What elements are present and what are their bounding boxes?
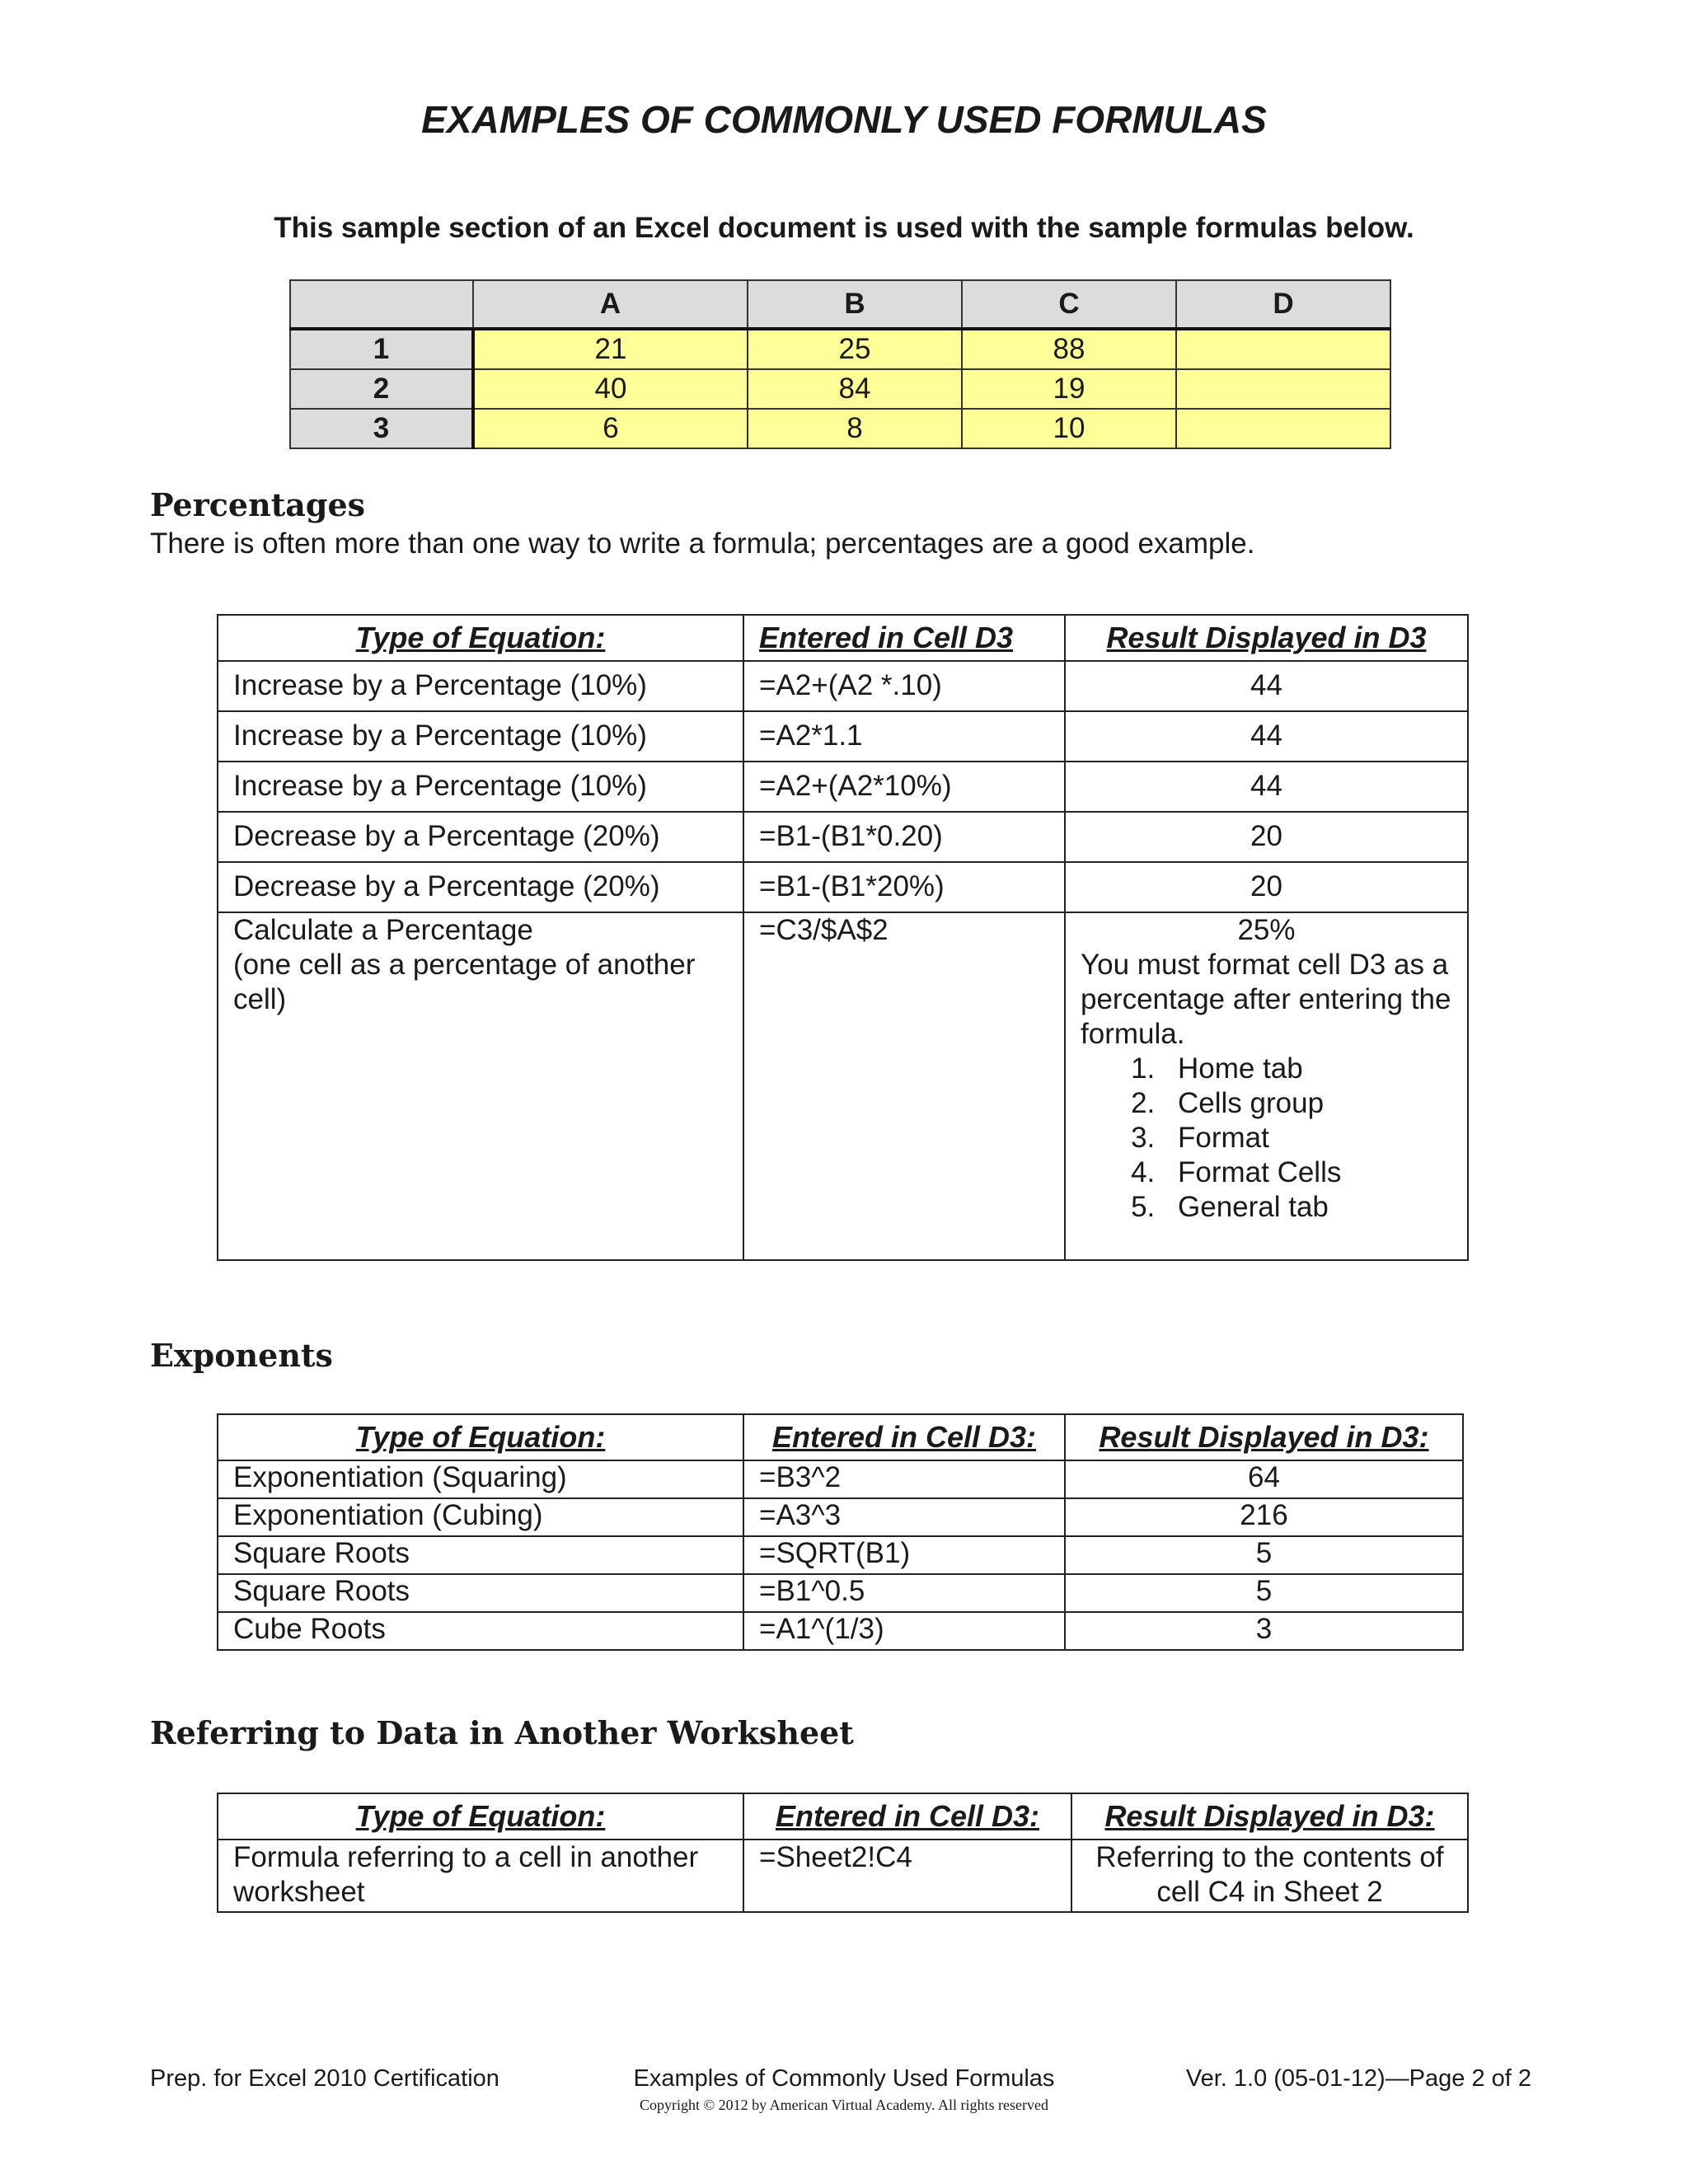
col-header-type: Type of Equation: [218, 1414, 743, 1460]
col-header-formula: Entered in Cell D3: [743, 1793, 1071, 1840]
table-row [218, 711, 1468, 762]
list-item: 4. Format Cells [1163, 1155, 1452, 1190]
equation-type: Exponentiation (Squaring) [218, 1460, 743, 1498]
sheet-row-header: 1 [290, 329, 473, 369]
table-row [218, 862, 1468, 912]
sheet-cell: 25 [748, 329, 962, 369]
sheet-cell [1176, 409, 1390, 448]
result-cell: 20 [1065, 862, 1468, 912]
formula-cell: =B3^2 [743, 1460, 1065, 1498]
section-heading-percentages: Percentages [150, 486, 366, 523]
result-cell: Referring to the contents of cell C4 in Sheet 2 [1071, 1840, 1468, 1912]
formula-cell: =Sheet2!C4 [743, 1840, 1071, 1912]
table-header-row [218, 615, 1468, 661]
sheet-corner-cell [290, 280, 473, 329]
result-cell: 5 [1065, 1574, 1463, 1612]
result-value: 25% [1237, 914, 1296, 946]
sample-sheet-table [289, 279, 1391, 449]
table-row [218, 1536, 1463, 1574]
page-title: EXAMPLES OF COMMONLY USED FORMULAS [421, 98, 1267, 141]
result-cell: 5 [1065, 1536, 1463, 1574]
result-cell: 44 [1065, 661, 1468, 711]
sheet-row-header: 3 [290, 409, 473, 448]
col-header-type: Type of Equation: [218, 615, 743, 661]
result-cell: 44 [1065, 762, 1468, 812]
table-row [218, 812, 1468, 862]
result-cell: 216 [1065, 1498, 1463, 1536]
exponents-table [217, 1413, 1464, 1651]
col-header-formula: Entered in Cell D3: [743, 1414, 1065, 1460]
col-header-result: Result Displayed in D3: [1065, 1414, 1463, 1460]
sheet-row [290, 409, 1390, 448]
equation-type: Decrease by a Percentage (20%) [218, 812, 743, 862]
equation-type: Increase by a Percentage (10%) [218, 762, 743, 812]
result-note: You must format cell D3 as a percentage after entering the formula. [1081, 949, 1451, 1050]
col-header-result: Result Displayed in D3 [1065, 615, 1468, 661]
footer-left: Prep. for Excel 2010 Certification [150, 2065, 499, 2092]
list-item: 3. Format [1163, 1121, 1452, 1155]
table-row [218, 1498, 1463, 1536]
formula-cell: =A1^(1/3) [743, 1612, 1065, 1650]
equation-type: Increase by a Percentage (10%) [218, 711, 743, 762]
formula-cell: =B1-(B1*0.20) [743, 812, 1065, 862]
percentages-table [217, 614, 1469, 1261]
format-steps-list [1081, 1052, 1452, 1225]
sheet-cell [1176, 329, 1390, 369]
sheet-col-header: B [748, 280, 962, 329]
result-cell: 64 [1065, 1460, 1463, 1498]
footer-center: Examples of Commonly Used Formulas [633, 2065, 1055, 2092]
result-cell [1065, 912, 1468, 1260]
equation-type: Exponentiation (Cubing) [218, 1498, 743, 1536]
sheet-cell: 21 [473, 329, 748, 369]
formula-cell: =A2+(A2 *.10) [743, 661, 1065, 711]
equation-type: Square Roots [218, 1574, 743, 1612]
equation-type-line: Calculate a Percentage [233, 914, 533, 946]
section-heading-worksheet: Referring to Data in Another Worksheet [150, 1714, 854, 1751]
table-row [218, 762, 1468, 812]
sheet-cell: 84 [748, 369, 962, 409]
col-header-result: Result Displayed in D3: [1071, 1793, 1468, 1840]
table-row [218, 1840, 1468, 1912]
sheet-row-header: 2 [290, 369, 473, 409]
table-header-row [218, 1793, 1468, 1840]
sheet-header-row [290, 280, 1390, 329]
sheet-col-header: A [473, 280, 748, 329]
equation-type: Square Roots [218, 1536, 743, 1574]
list-item: 2. Cells group [1163, 1086, 1452, 1121]
sheet-col-header: C [962, 280, 1176, 329]
formula-cell: =SQRT(B1) [743, 1536, 1065, 1574]
sheet-cell: 19 [962, 369, 1176, 409]
formula-cell: =B1^0.5 [743, 1574, 1065, 1612]
section-heading-exponents: Exponents [150, 1337, 333, 1374]
table-row [218, 1612, 1463, 1650]
worksheet-table [217, 1793, 1469, 1913]
intro-text: This sample section of an Excel document is used with the sample formulas below. [274, 212, 1414, 244]
sheet-col-header: D [1176, 280, 1390, 329]
list-item: 5. General tab [1163, 1190, 1452, 1225]
sheet-row [290, 329, 1390, 369]
formula-cell: =C3/$A$2 [743, 912, 1065, 1260]
col-header-formula: Entered in Cell D3 [743, 615, 1065, 661]
table-row [218, 1574, 1463, 1612]
table-header-row [218, 1414, 1463, 1460]
col-header-type: Type of Equation: [218, 1793, 743, 1840]
sheet-cell: 40 [473, 369, 748, 409]
formula-cell: =A3^3 [743, 1498, 1065, 1536]
formula-cell: =B1-(B1*20%) [743, 862, 1065, 912]
result-cell: 3 [1065, 1612, 1463, 1650]
equation-type: Increase by a Percentage (10%) [218, 661, 743, 711]
sheet-cell [1176, 369, 1390, 409]
equation-type-note: (one cell as a percentage of another cell) [233, 949, 696, 1015]
table-row [218, 661, 1468, 711]
sheet-row [290, 369, 1390, 409]
formula-cell: =A2*1.1 [743, 711, 1065, 762]
sheet-cell: 88 [962, 329, 1176, 369]
table-row [218, 912, 1468, 1260]
equation-type [218, 912, 743, 1260]
footer-right: Ver. 1.0 (05-01-12)—Page 2 of 2 [1185, 2065, 1531, 2092]
table-row [218, 1460, 1463, 1498]
result-cell: 20 [1065, 812, 1468, 862]
copyright-notice: Copyright © 2012 by American Virtual Academy. All rights reserved [639, 2097, 1048, 2113]
sheet-cell: 6 [473, 409, 748, 448]
sheet-cell: 10 [962, 409, 1176, 448]
list-item: 1. Home tab [1163, 1052, 1452, 1086]
equation-type: Formula referring to a cell in another worksheet [218, 1840, 743, 1912]
sheet-cell: 8 [748, 409, 962, 448]
equation-type: Cube Roots [218, 1612, 743, 1650]
percentages-intro: There is often more than one way to write a formula; percentages are a good example. [150, 527, 1255, 560]
formula-cell: =A2+(A2*10%) [743, 762, 1065, 812]
result-cell: 44 [1065, 711, 1468, 762]
equation-type: Decrease by a Percentage (20%) [218, 862, 743, 912]
